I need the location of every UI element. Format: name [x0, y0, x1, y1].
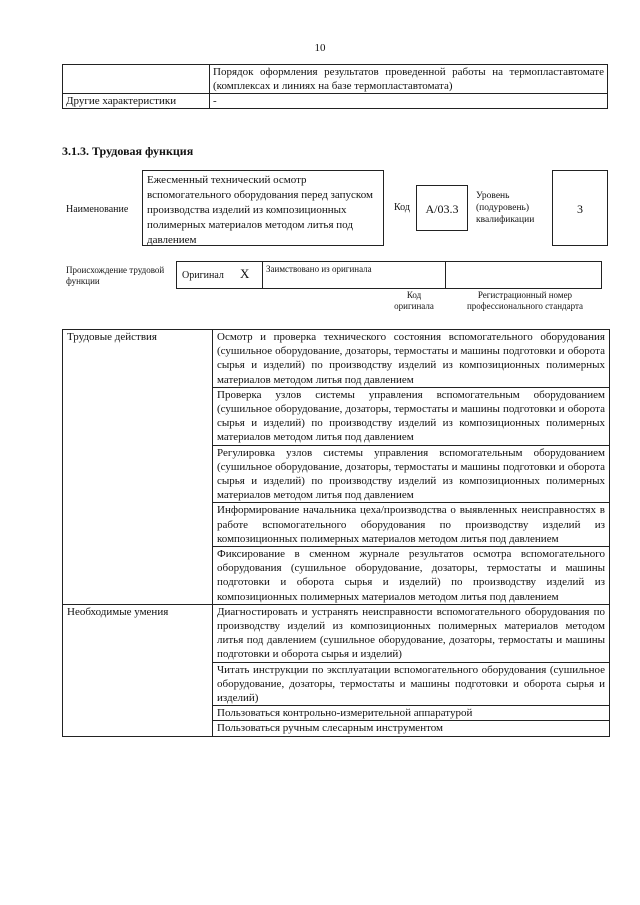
- row-label: Другие характеристики: [63, 94, 210, 109]
- empty-cell: [63, 65, 210, 94]
- level-label: Уровень (подуровень) квалификации: [476, 191, 535, 225]
- page-number: 10: [314, 42, 326, 54]
- original-label: Оригинал: [182, 270, 224, 281]
- action-item: Информирование начальника цеха/производства о выявленных неисправностях в работе вспомогательного оборудования по производству изделий из композиционных полимерных материалов методом литья под давлением: [213, 503, 610, 547]
- skills-label: Необходимые умения: [63, 604, 213, 736]
- action-item: Осмотр и проверка технического состояния вспомогательного оборудования (сушильное оборудование, дозаторы, термостаты и машины подготовки и оборота сырья и изделий) по производству изделий из композиционных полимерных материалов методом литья под давлением: [213, 330, 610, 388]
- level-value-box: 3: [552, 170, 608, 246]
- borrowed-label: Заимствовано из оригинала: [266, 264, 372, 274]
- skill-item: Читать инструкции по эксплуатации вспомогательного оборудования (сушильное оборудование, дозаторы, термостаты и машины подготовки и оборота сырья и изделий): [213, 662, 610, 706]
- code-label: Код: [394, 202, 410, 213]
- action-item: Проверка узлов системы управления вспомогательным оборудованием (сушильное оборудование, дозаторы, термостаты и машины подготовки и оборота сырья и изделий) по производству изделий из композиционных полимерных материалов методом литья под давлением: [213, 387, 610, 445]
- action-item: Фиксирование в сменном журнале результатов осмотра вспомогательного оборудования (сушильное оборудование, дозаторы, термостаты и машины подготовки и оборота сырья и изделий) по производству изделий из композиционных полимерных материалов методом литья под давлением: [213, 547, 610, 605]
- reg-number-cell: [446, 261, 602, 289]
- table-row: [63, 330, 610, 388]
- origin-label: Происхождение трудовой функции: [66, 265, 165, 286]
- table-row: [63, 65, 608, 94]
- table-row: [63, 604, 610, 662]
- section-heading: 3.1.3. Трудовая функция: [62, 144, 194, 158]
- skill-item: Пользоваться контрольно-измерительной аппаратурой: [213, 706, 610, 721]
- characteristics-table: [62, 64, 608, 109]
- reg-number-caption: Регистрационный номер профессионального стандарта: [466, 290, 584, 311]
- cell-text: Порядок оформления результатов проведенной работы на термопластавтомате (комплексах и линиях на базе термопластавтомата): [210, 65, 608, 94]
- original-mark: X: [240, 266, 250, 281]
- name-label: Наименование: [66, 204, 129, 215]
- skill-item: Диагностировать и устранять неисправности вспомогательного оборудования по производству изделий из композиционных полимерных материалов методом литья под давлением (сушильное оборудование, дозаторы, термостаты и машины подготовки и оборота сырья и изделий): [213, 604, 610, 662]
- code-value-box: A/03.3: [416, 185, 468, 231]
- table-row: [63, 94, 608, 109]
- function-table: [62, 329, 610, 737]
- code-original-caption: Код оригинала: [394, 290, 434, 311]
- row-value: -: [210, 94, 608, 109]
- skill-item: Пользоваться ручным слесарным инструментом: [213, 721, 610, 736]
- function-name-box: Ежесменный технический осмотр вспомогательного оборудования перед запуском производства изделий из композиционных полимерных материалов методом литья под давлением: [142, 170, 384, 246]
- actions-label: Трудовые действия: [63, 330, 213, 605]
- action-item: Регулировка узлов системы управления вспомогательным оборудованием (сушильное оборудование, дозаторы, термостаты и машины подготовки и оборота сырья и изделий) по производству изделий из композиционных полимерных материалов методом литья под давлением: [213, 445, 610, 503]
